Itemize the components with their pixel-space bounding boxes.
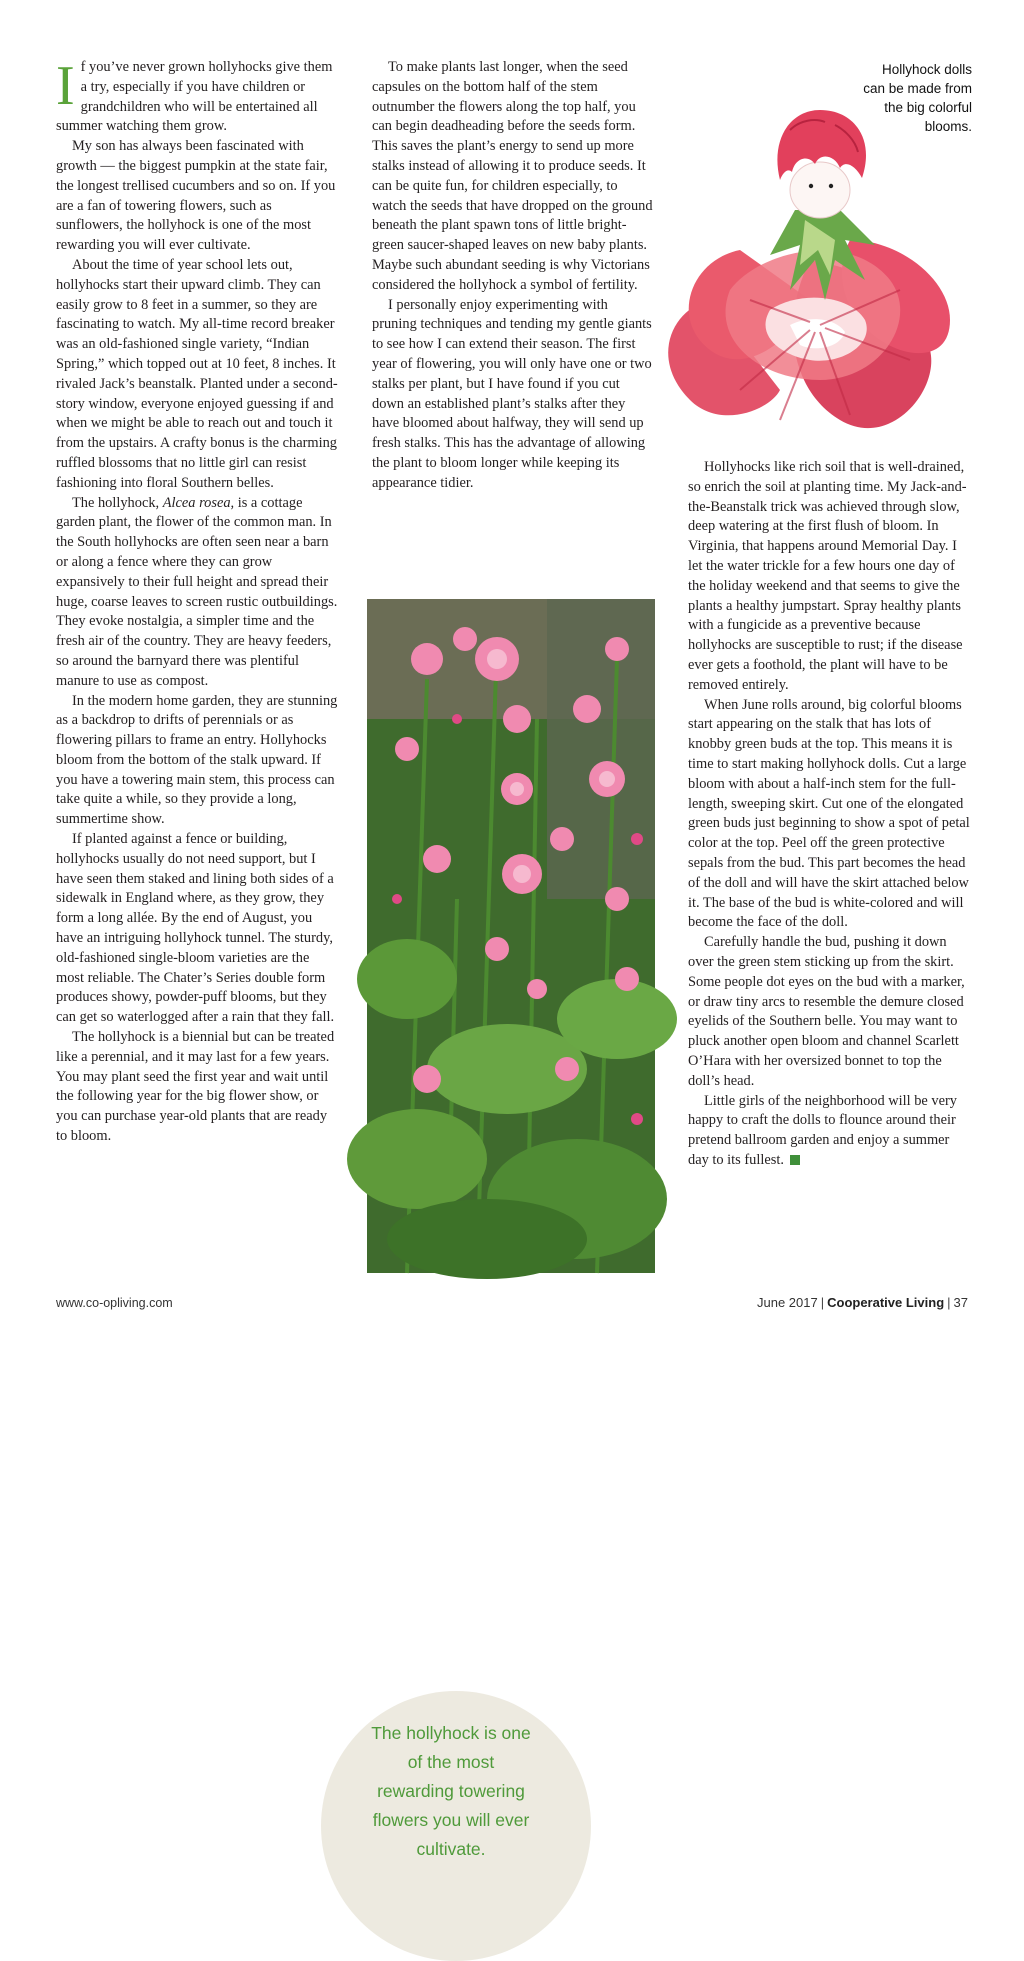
paragraph-intro [56,55,338,137]
paragraph: In the modern home garden, they are stunning as a backdrop to drifts of perennials or as flowering pillars to frame an entry. Hollyhocks bloom from the bottom of the stalk upward. If you have a towering main stem, this process can take quite a while, so they provide a long, summertime show. [56,692,338,828]
pull-quote-text: The hollyhock is one of the most rewarding towering flowers you will ever cultivate. [371,1723,531,1859]
end-mark-icon [790,1155,800,1165]
paragraph-closing [688,1092,970,1171]
text-run: The hollyhock, [72,494,163,511]
paragraph: The hollyhock is a biennial but can be treated like a perennial, and it may last for a few years. You may plant seed the first year and wait until the following year for the big flower show, or you can purchase year-old plants that are ready to bloom. [56,1029,335,1145]
text-run: is a cottage garden plant, the flower of the common man. In the South hollyhocks are often seen near a barn or along a fence where they can grow expansively to their full height and spread their huge, coarse leaves to screen rustic outbuildings. They evoke nostalgia, a simpler time and the fresh air of the country. They are heavy feeders, so around the barnyard there was plentiful manure to use as compost. [56,494,338,689]
footer-page-info [757,1295,968,1310]
article-column-1 [56,55,338,1147]
paragraph: If planted against a fence or building, hollyhocks usually do not need support, but I have seen them staked and lining both sides of a sidewalk in England where, as they grow, they form a long allée. By the end of August, you have an intriguing hollyhock tunnel. The sturdy, old-fashioned single-bloom varieties are the most reliable. The Chater’s Series double form produces showy, powder-puff blooms, but they can get so waterlogged after a rain that they fall. [56,831,335,1026]
text-run: Little girls of the neighborhood will be very happy to craft the dolls to flounce around their pretend ballroom garden and enjoy a summer day to its fullest. [688,1092,957,1168]
article-column-3 [688,458,970,1171]
drop-cap: I [56,55,75,117]
paragraph: Carefully handle the bud, pushing it down over the green stem sticking up from the skirt. Some people dot eyes on the bud with a marker, or draw tiny arcs to resemble the demure closed eyelids of the Southern belle. You may want to pluck another open bloom and channel Scarlett O’Hara with her oversized bonnet to top the doll’s head. [688,934,965,1089]
article-column-2 [372,58,654,494]
footer-date: June 2017 [756,1295,818,1310]
paragraph: I personally enjoy experimenting with pruning techniques and tending my gentle giants to see how I can extend their season. The first year of flowering, you will only have one or two stalks per plant, but I have found if you cut down an established plant’s stalks after they have bloomed about halfway, they will send up fresh stalks. This has the advantage of allowing the plant to bloom longer while keeping its appearance tidier. [372,296,652,491]
intro-text: f you’ve never grown hollyhocks give them a try, especially if you have children or grandchildren who will be entertained all summer watching them grow. [56,59,333,135]
scientific-name: Alcea rosea, [162,494,235,511]
footer-magazine: Cooperative Living [827,1295,945,1310]
hollyhock-photo [367,599,655,1859]
paragraph: Hollyhocks like rich soil that is well-drained, so enrich the soil at planting time. My Jack-and-the-Beanstalk trick was achieved through slow, deep watering at the first flush of bloom. In Virginia, that happens around Memorial Day. I let the water trickle for a few hours one day of the holiday weekend and that seems to give the plants a healthy jumpstart. Spray healthy plants with a fungicide as a preventive because hollyhocks are susceptible to rust; if the disease ever gets a foothold, the plant will have to be removed entirely. [688,459,967,693]
paragraph: About the time of year school lets out, hollyhocks start their upward climb. They can easily grow to 8 feet in a summer, so they are fascinating to watch. My all-time record breaker was an old-fashioned single variety, “Indian Spring,” which topped out at 10 feet, 8 inches. It rivaled Jack’s beanstalk. Planted under a second-story window, everyone enjoyed guessing if and when we might be able to reach out and touch it from the upstairs. A crafty bonus is the charming ruffled blossoms that no little girl can resist fashioning into floral Southern belles. [56,256,338,491]
footer-separator: | [820,1295,825,1310]
paragraph: When June rolls around, big colorful blooms start appearing on the stalk that has lots of knobby green buds at the top. This means it is time to start making hollyhock dolls. Cut a large bloom with about a half-inch stem for the full-length, sweeping skirt. Cut one of the elongated green buds just beginning to show a spot of petal color at the top. Peel off the green protective sepals from the bud. This part becomes the head of the doll and will have the skirt attached below it. The base of the bud is white-colored and will become the face of the doll. [688,696,970,931]
paragraph: To make plants last longer, when the seed capsules on the bottom half of the stem outnumber the flowers along the top half, you can begin deadheading before the seeds form. This saves the plant’s energy to send up more stalks instead of allowing it to produce seeds. It can be quite fun, for children especially, to watch the seeds that have dropped on the ground beneath the plant spawn tons of little bright-green saucer-shaped leaves on new baby plants. Maybe such abundant seeding is why Victorians considered the hollyhock a symbol of fertility. [372,59,653,293]
paragraph: My son has always been fascinated with growth — the biggest pumpkin at the state fair, the longest trellised cucumbers and so on. If you are a fan of towering flowers, such as sunflowers, the hollyhock is one of the most rewarding you will ever cultivate. [56,138,336,254]
footer-website: www.co-opliving.com [56,1296,173,1310]
page-number: 37 [953,1295,968,1310]
doll-caption: Hollyhock dolls can be made from the big colorful blooms. [863,62,972,134]
garden-photo [367,599,655,1273]
paragraph-alcea [56,494,338,692]
footer-separator: | [947,1295,951,1310]
